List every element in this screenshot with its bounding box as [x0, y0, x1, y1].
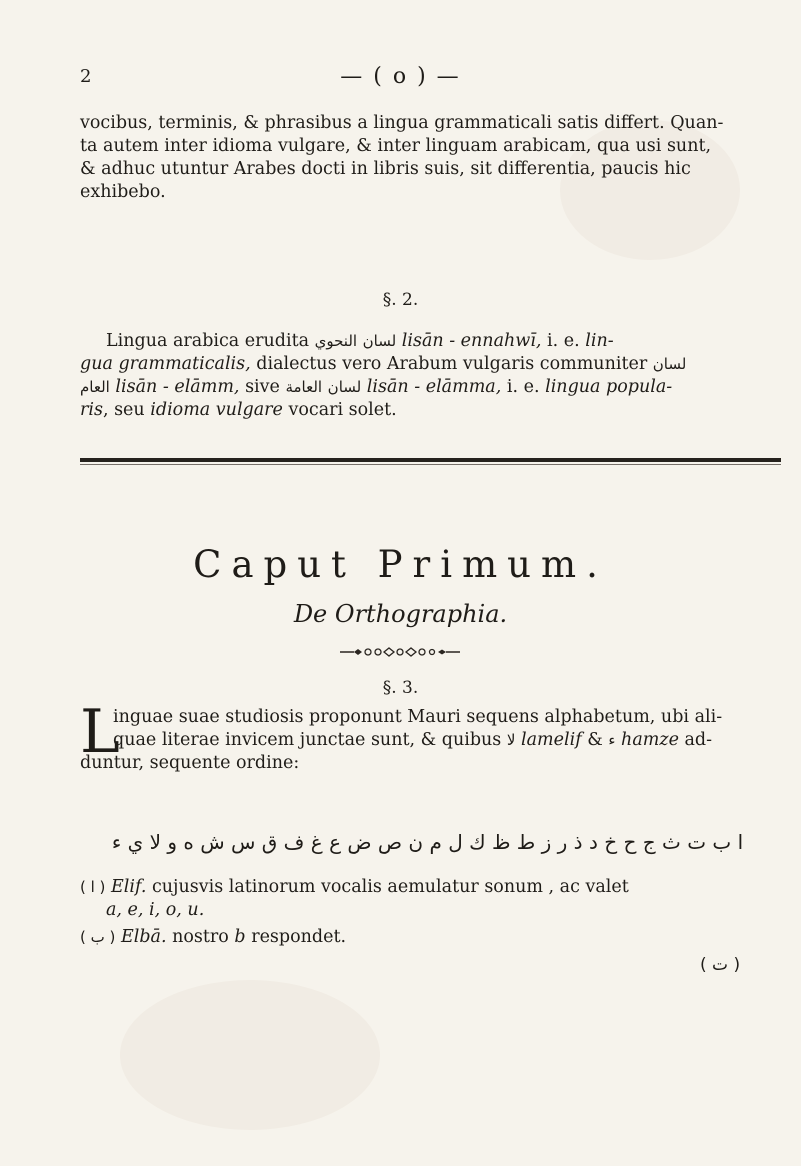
- arabic-word: لسان: [362, 332, 397, 350]
- arabic-word: العامة: [285, 378, 323, 396]
- paragraph-2: [80, 330, 775, 422]
- text: i. e.: [506, 377, 540, 397]
- text-line: ta autem inter idioma vulgare, & inter linguam arabicam, qua usi sunt,: [80, 136, 712, 156]
- paragraph-1: [80, 112, 775, 204]
- text: ad-: [684, 730, 713, 750]
- arabic-word: لا: [506, 731, 516, 749]
- text: a, e, i, o, u.: [106, 900, 205, 920]
- text-line: & adhuc utuntur Arabes docti in libris suis, sit differentia, paucis hic: [80, 159, 691, 179]
- transliteration: lisān - elāmm,: [115, 377, 240, 397]
- text: idioma vulgare: [150, 400, 283, 420]
- text: &: [587, 730, 603, 750]
- transliteration: lisān - ennahwī,: [401, 331, 542, 351]
- text: dialectus vero Arabum vulgaris communiter: [256, 354, 648, 374]
- text: ris: [80, 400, 103, 420]
- chapter-subtitle: De Orthographia.: [293, 600, 508, 628]
- section-number-2: §. 2.: [382, 290, 419, 310]
- letter-entry-elif: [80, 876, 775, 922]
- ornament-divider: [340, 645, 460, 659]
- transliteration: hamze: [621, 730, 679, 750]
- text-line: vocibus, terminis, & phrasibus a lingua grammaticali satis differt. Quan-: [80, 113, 724, 133]
- arabic-word: ء: [608, 731, 616, 749]
- text: lingua popula-: [545, 377, 673, 397]
- transliteration: lamelif: [521, 730, 582, 750]
- arabic-word: لسان: [652, 355, 687, 373]
- divider-rule-thin: [80, 464, 781, 465]
- letter-name: Elbā.: [120, 927, 167, 947]
- letter-entry-elba: [80, 926, 775, 949]
- divider-rule: [80, 458, 781, 462]
- text: cujusvis latinorum vocalis aemulatur sonum , ac valet: [151, 877, 629, 897]
- text-line: inguae suae studiosis proponunt Mauri sequens alphabetum, ubi ali-: [113, 707, 723, 727]
- text-line: duntur, sequente ordine:: [80, 753, 300, 773]
- arabic-word: النحوي: [314, 332, 358, 350]
- arabic-word: لسان: [327, 378, 362, 396]
- text: lin-: [585, 331, 614, 351]
- text: b: [234, 927, 246, 947]
- text: gua grammaticalis,: [80, 354, 251, 374]
- letter-key: ( ا ): [80, 878, 106, 896]
- paragraph-3: [80, 697, 775, 775]
- arabic-alphabet: ا ب ت ث ج ح خ د ذ ر ز ط ظ ك ل م ن ص ض ع غ ف ق س ش ه و لا ي ء: [111, 830, 744, 854]
- letter-name: Elif.: [111, 877, 147, 897]
- text: respondet.: [251, 927, 347, 947]
- text: Lingua arabica erudita: [106, 331, 310, 351]
- text: , seu: [102, 400, 145, 420]
- letter-key: ( ب ): [80, 928, 116, 946]
- page-header: [0, 64, 801, 94]
- paper-stain: [120, 980, 380, 1130]
- section-number-3: §. 3.: [382, 678, 419, 698]
- catchword: ( ت ): [700, 955, 741, 975]
- text: quae literae invicem junctae sunt, & quibus: [113, 730, 502, 750]
- arabic-word: العام: [80, 378, 110, 396]
- text: sive: [245, 377, 280, 397]
- page-number: 2: [80, 66, 92, 87]
- text-line: exhibebo.: [80, 182, 166, 202]
- text: i. e.: [547, 331, 580, 351]
- text: vocari solet.: [288, 400, 397, 420]
- transliteration: lisān - elāmma,: [366, 377, 502, 397]
- chapter-title: Caput Primum.: [193, 543, 608, 586]
- text: nostro: [172, 927, 229, 947]
- drop-cap: L: [80, 697, 120, 767]
- running-head: — ( o ) —: [340, 64, 461, 89]
